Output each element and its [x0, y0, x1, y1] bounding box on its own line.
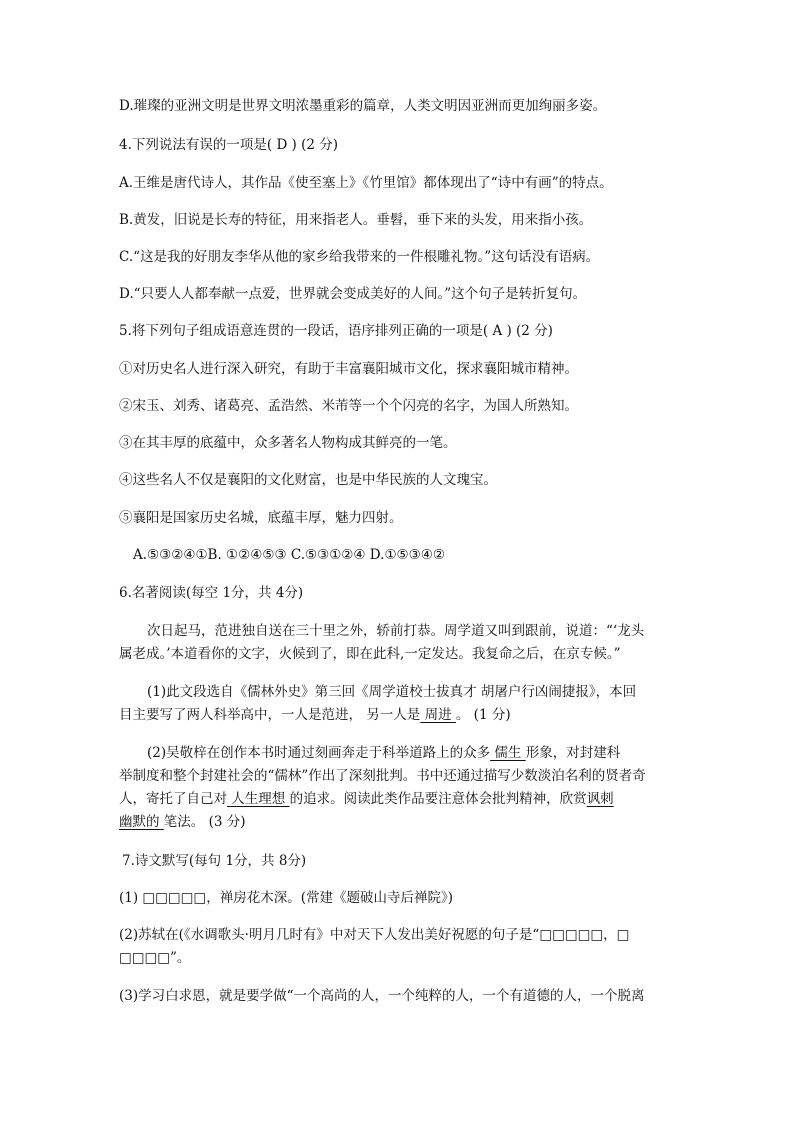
answer-rusheng: 儒生: [490, 745, 526, 761]
q4-option-b: B.黄发，旧说是长寿的特征，用来指老人。垂髫，垂下来的头发，用来指小孩。: [119, 212, 593, 228]
option-d-line: D.璀璨的亚洲文明是世界文明浓墨重彩的篇章，人类文明因亚洲而更加绚丽多姿。: [119, 98, 607, 114]
q6-2-line-1: [147, 742, 620, 764]
sentence-2: ②宋玉、刘秀、诸葛亮、孟浩然、米芾等一个个闪亮的名字，为国人所熟知。: [119, 398, 578, 414]
sentence-1: ①对历史名人进行深入研究，有助于丰富襄阳城市文化，探求襄阳城市精神。: [119, 361, 578, 377]
question-6: 6.名著阅读(每空 1分，共 4分): [119, 585, 304, 601]
q6-1-text: 目主要写了两人科举高中，一人是范进， 另一人是: [119, 707, 421, 723]
question-7: 7.诗文默写(每句 1分，共 8分): [122, 853, 307, 869]
q6-1-line-2: [119, 704, 511, 726]
q7-1: (1) □□□□□，禅房花木深。(常建《题破山寺后禅院》): [119, 890, 453, 906]
q7-2-line-2: □□□□”。: [119, 950, 191, 966]
q6-2-text-c: 人，寄托了自己对: [119, 791, 227, 807]
q6-1-score: 。 (1 分): [455, 707, 511, 723]
passage-line-1: 次日起马，范进独自送在三十里之外，轿前打恭。周学道又叫到跟前，说道：“‘龙头: [147, 623, 645, 639]
q4-option-a: A.王维是唐代诗人，其作品《使至塞上》《竹里馆》都体现出了“诗中有画”的特点。: [119, 175, 613, 191]
q6-2-text-b: 形象，对封建科: [525, 745, 621, 761]
q7-3: (3)学习白求恩，就是要学做“一个高尚的人，一个纯粹的人，一个有道德的人，一个脱离: [119, 988, 645, 1004]
q6-2-line-3: [119, 788, 614, 810]
answer-fengci: 讽刺: [586, 791, 614, 807]
q4-option-d: D.“只要人人都奉献一点爱，世界就会变成美好的人间。”这个句子是转折复句。: [119, 286, 587, 302]
q4-option-c: C.“这是我的好朋友李华从他的家乡给我带来的一件根雕礼物。”这句话没有语病。: [119, 249, 600, 265]
q6-2-text: (2)吴敬梓在创作本书时通过刻画奔走于科举道路上的众多: [147, 745, 491, 761]
answer-youmo: 幽默的: [119, 814, 164, 830]
question-4: 4.下列说法有误的一项是( D ) (2 分): [119, 137, 339, 153]
q5-options: A.⑤③②④①B. ①②④⑤③ C.⑤③①②④ D.①⑤③④②: [133, 547, 445, 563]
sentence-4: ④这些名人不仅是襄阳的文化财富，也是中华民族的人文瑰宝。: [119, 472, 497, 488]
q6-2-line-2: 举制度和整个封建社会的“儒林”作出了深刻批判。书中还通过描写少数淡泊名利的贤者奇: [119, 768, 646, 784]
q6-2-score: 笔法。 (3 分): [163, 814, 246, 830]
q6-1-line-1: (1)此文段选自《儒林外史》第三回《周学道校士拔真才 胡屠户行凶闹捷报》，本回: [147, 684, 637, 700]
sentence-5: ⑤襄阳是国家历史名城，底蕴丰厚，魅力四射。: [119, 510, 403, 526]
answer-rensheng-lixiang: 人生理想: [227, 791, 290, 807]
q7-2-line-1: (2)苏轼在(《水调歌头·明月几时有》中对天下人发出美好祝愿的句子是“□□□□□，□: [119, 927, 630, 943]
q6-2-text-d: 的追求。阅读此类作品要注意体会批判精神，欣赏: [289, 791, 587, 807]
sentence-3: ③在其丰厚的底蕴中，众多著名人物构成其鲜亮的一笔。: [119, 435, 457, 451]
question-5: 5.将下列句子组成语意连贯的一段话，语序排列正确的一项是( A ) (2 分): [119, 323, 553, 339]
passage-line-2: 属老成。’本道看你的文字，火候到了，即在此科,一定发达。我复命之后，在京专候。”: [119, 646, 621, 662]
answer-zhoujin: 周进: [420, 707, 456, 723]
q6-2-line-4: [119, 811, 246, 833]
